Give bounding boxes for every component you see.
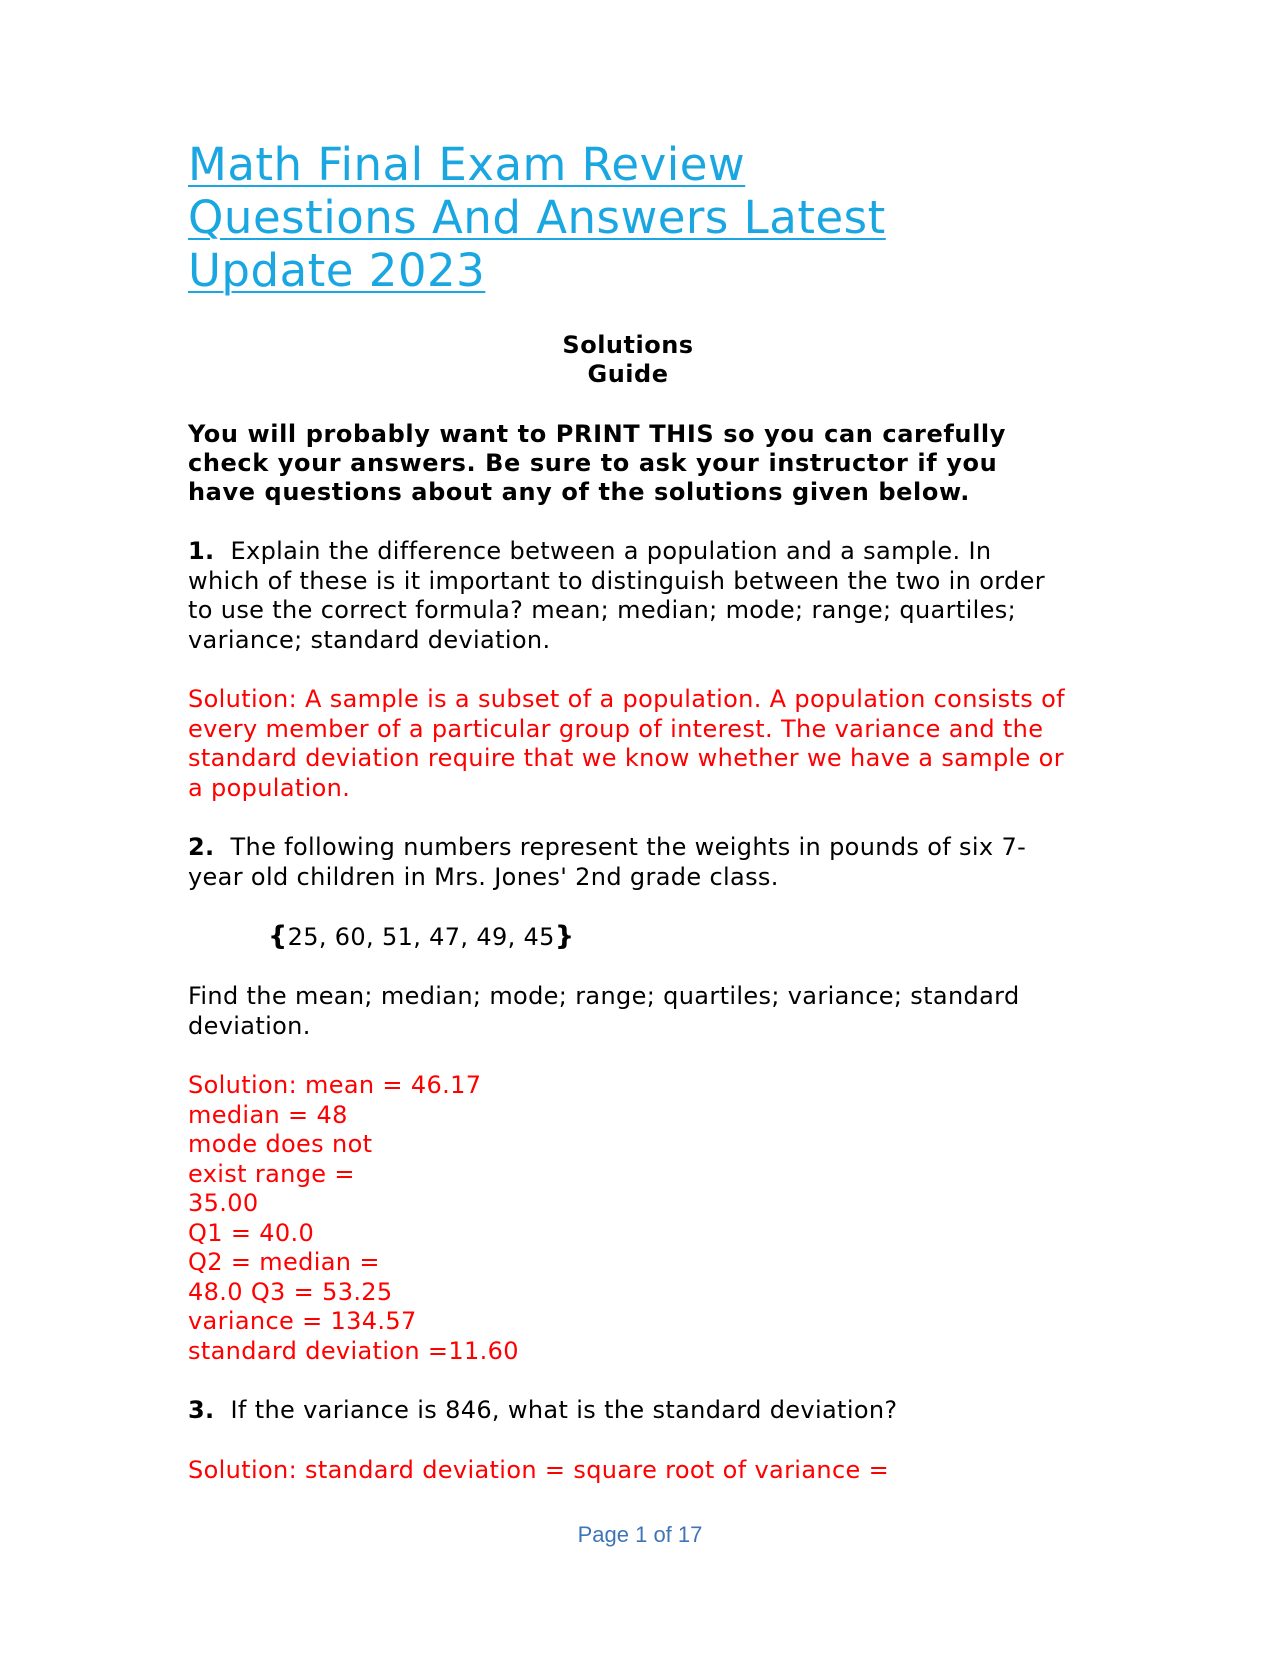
q2-solution-line-5: 35.00 bbox=[188, 1189, 259, 1217]
question-1-solution: Solution: A sample is a subset of a population. A population consists of every member of a particular group of interest. The variance and the standard deviation require that we know whether we have a sample or a population. bbox=[188, 685, 1065, 802]
question-2-text: The following numbers represent the weights in pounds of six 7- year old children in Mrs. Jones' 2nd grade class. bbox=[188, 833, 1027, 891]
question-2-number: 2. bbox=[188, 833, 215, 861]
subtitle-line-1: Solutions bbox=[562, 331, 694, 359]
question-3-solution: Solution: standard deviation = square root of variance = bbox=[188, 1455, 890, 1484]
title-line-2: Questions And Answers Latest bbox=[188, 191, 886, 244]
q2-solution-line-6: Q1 = 40.0 bbox=[188, 1218, 315, 1247]
question-1-text: Explain the difference between a population and a sample. In which of these is it important to distinguish between the two in order to use the correct formula? mean; median; mode; range; quartiles; variance; standard deviation. bbox=[188, 537, 1045, 654]
question-2-solution bbox=[188, 1071, 1068, 1366]
page-footer: Page 1 of 17 bbox=[577, 1522, 703, 1547]
q2-solution-line-4: exist range = bbox=[188, 1159, 355, 1188]
question-3-text: If the variance is 846, what is the standard deviation? bbox=[230, 1396, 898, 1424]
q2-solution-line-2: median = 48 bbox=[188, 1100, 348, 1129]
set-values: 25, 60, 51, 47, 49, 45 bbox=[287, 923, 555, 951]
question-1-number: 1. bbox=[188, 537, 215, 565]
question-1 bbox=[188, 537, 1068, 655]
title-line-1: Math Final Exam Review bbox=[188, 138, 746, 191]
intro-paragraph: You will probably want to PRINT THIS so you can carefully check your answers. Be sure to ask your instructor if you have questions about any of the solutions given below. bbox=[188, 420, 1006, 506]
q2-solution-line-9: variance = 134.57 bbox=[188, 1307, 417, 1335]
subtitle-line-2: Guide bbox=[587, 360, 669, 388]
document-title bbox=[188, 138, 1068, 297]
set-open-brace: { bbox=[268, 921, 288, 952]
question-2 bbox=[188, 833, 1068, 892]
q2-solution-line-7: Q2 = median = bbox=[188, 1248, 380, 1276]
q2-solution-line-10: standard deviation =11.60 bbox=[188, 1336, 519, 1365]
subtitle bbox=[188, 331, 1068, 389]
q2-solution-line-3: mode does not bbox=[188, 1130, 373, 1158]
title-line-3: Update 2023 bbox=[188, 244, 486, 297]
set-close-brace: } bbox=[554, 921, 575, 952]
q2-solution-line-1: Solution: mean = 46.17 bbox=[188, 1071, 482, 1099]
question-3 bbox=[188, 1396, 1068, 1426]
document-page bbox=[188, 138, 1068, 1485]
q2-solution-line-8: 48.0 Q3 = 53.25 bbox=[188, 1277, 393, 1306]
question-2-prompt: Find the mean; median; mode; range; quartiles; variance; standard deviation. bbox=[188, 982, 1020, 1040]
question-3-number: 3. bbox=[188, 1396, 215, 1424]
data-set bbox=[188, 922, 1068, 952]
